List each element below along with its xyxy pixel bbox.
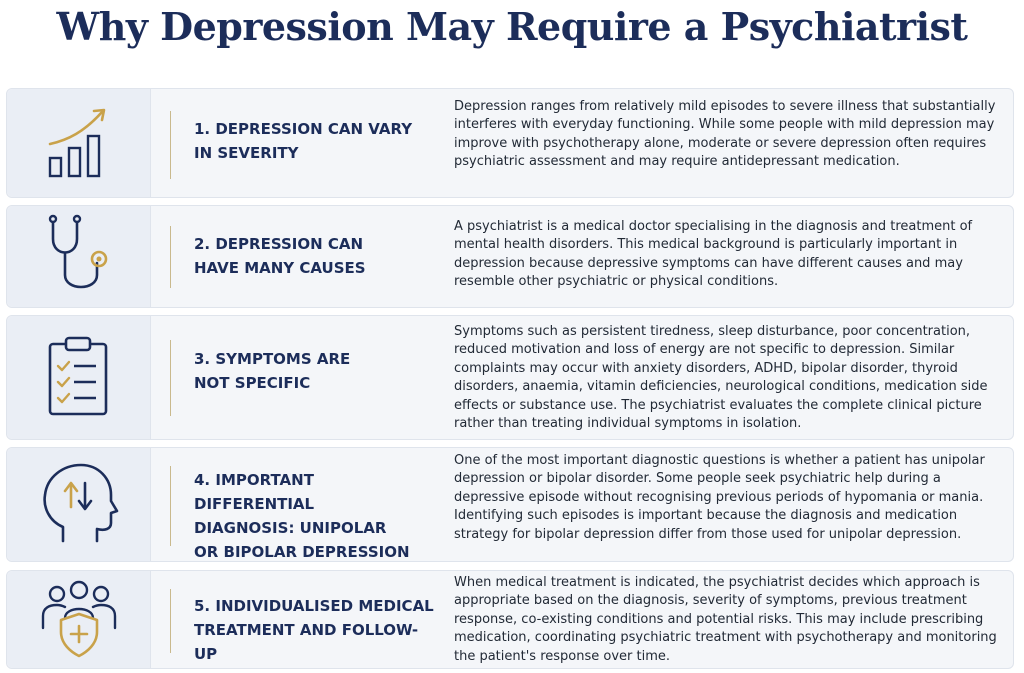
section-heading xyxy=(194,468,439,564)
heading-line: OR BIPOLAR DEPRESSION xyxy=(194,543,410,561)
icon-panel xyxy=(7,316,151,439)
heading-line: IN SEVERITY xyxy=(194,144,299,162)
section-heading xyxy=(194,232,439,280)
heading-line: DIAGNOSIS: UNIPOLAR xyxy=(194,519,387,537)
icon-panel xyxy=(7,89,151,197)
section-heading xyxy=(194,594,439,666)
section-body: Depression ranges from relatively mild episodes to severe illness that substantially interferes with everyday functioning. While some people with mild depression may improve with psychotherapy alone, moderate or severe depression often requires psychiatric assessment and may require antidepressant medication. xyxy=(454,99,996,170)
heading-line: 4. IMPORTANT DIFFERENTIAL xyxy=(194,471,315,513)
section-card-symptoms xyxy=(6,315,1014,440)
head-mood-arrows-icon xyxy=(39,461,119,549)
growth-chart-icon xyxy=(44,102,114,184)
section-card-severity xyxy=(6,88,1014,198)
heading-line: 1. DEPRESSION CAN VARY xyxy=(194,120,413,138)
heading-line: 2. DEPRESSION CAN xyxy=(194,235,364,253)
icon-panel xyxy=(7,206,151,307)
section-body: A psychiatrist is a medical doctor specialising in the diagnosis and treatment of mental health disorders. This medical background is particularly important in depression because depressive symptoms can have different causes and may resemble other psychiatric or physical conditions. xyxy=(454,219,973,290)
section-body: When medical treatment is indicated, the psychiatrist decides which approach is appropriate based on the diagnosis, severity of symptoms, previous treatment response, co-existing conditions and potential risks. This may include prescribing medication, coordinating psychiatric treatment with psychotherapy and monitoring the patient's response over time. xyxy=(454,575,997,664)
stethoscope-icon xyxy=(39,213,119,301)
clipboard-checklist-icon xyxy=(44,334,114,422)
section-body: One of the most important diagnostic questions is whether a patient has unipolar depression or bipolar disorder. Some people seek psychiatric help during a depressive episode without recognising previous periods of hypomania or mania. Identifying such episodes is important because the diagnosis and medication strategy for bipolar depression differ from those used for unipolar depression. xyxy=(454,453,985,542)
heading-line: NOT SPECIFIC xyxy=(194,374,311,392)
section-heading xyxy=(194,117,439,165)
people-shield-icon xyxy=(39,578,119,662)
section-card-differential xyxy=(6,447,1014,562)
heading-line: HAVE MANY CAUSES xyxy=(194,259,366,277)
heading-line: 5. INDIVIDUALISED MEDICAL xyxy=(194,597,434,615)
divider xyxy=(170,340,171,416)
divider xyxy=(170,111,171,179)
divider xyxy=(170,589,171,653)
section-body: Symptoms such as persistent tiredness, sleep disturbance, poor concentration, reduced motivation and loss of energy are not specific to depression. Similar complaints may occur with anxiety disorders, ADHD, bipolar disorder, thyroid disorders, anaemia, vitamin deficiencies, neurological conditions, medication side effects or substance use. The psychiatrist evaluates the complete clinical picture rather than treating individual symptoms in isolation. xyxy=(454,324,988,432)
heading-line: TREATMENT AND FOLLOW-UP xyxy=(194,621,419,663)
heading-line: 3. SYMPTOMS ARE xyxy=(194,350,351,368)
section-card-causes xyxy=(6,205,1014,308)
page-title: Why Depression May Require a Psychiatrist xyxy=(56,4,968,49)
section-card-treatment xyxy=(6,570,1014,669)
icon-panel xyxy=(7,448,151,561)
divider xyxy=(170,466,171,546)
divider xyxy=(170,226,171,288)
section-heading xyxy=(194,347,439,395)
icon-panel xyxy=(7,571,151,668)
